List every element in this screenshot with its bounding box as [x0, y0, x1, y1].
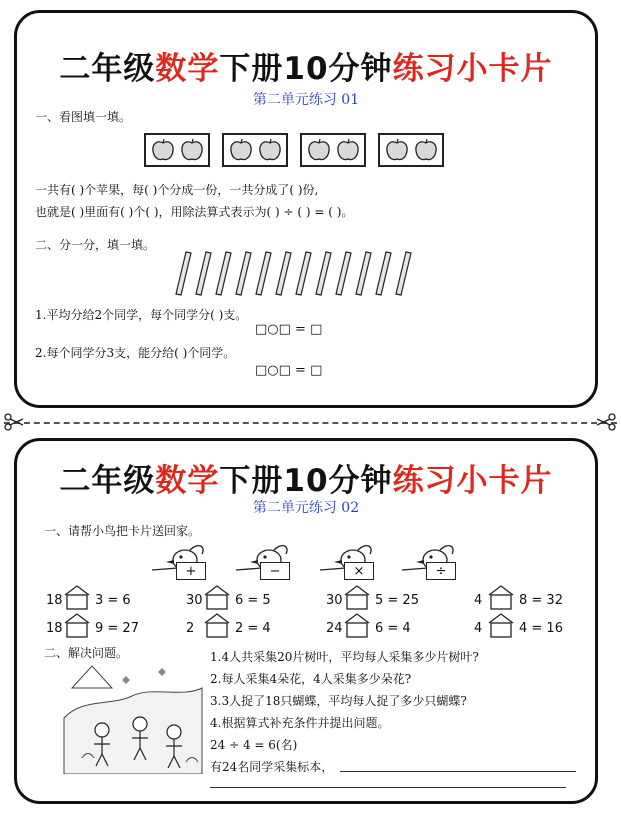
house-icon[interactable]	[204, 584, 230, 610]
card1-q1-line2: 也就是( )里面有( )个( )，用除法算式表示为( ) ÷ ( ) = ( )。	[35, 205, 354, 219]
equation-right: 9 = 27	[95, 621, 139, 636]
apple-group	[378, 133, 444, 167]
apple-icon	[413, 137, 439, 163]
problem-3: 3.3人捉了18只蝴蝶，平均每人捉了多少只蝴蝶?	[210, 694, 467, 708]
cut-line	[4, 422, 617, 424]
problem-2: 2.每人采集4朵花，4人采集多少朵花?	[210, 672, 412, 686]
apple-icon	[150, 137, 176, 163]
card1-subtitle: 第二单元练习 01	[252, 92, 360, 108]
equation-right: 8 = 32	[519, 593, 563, 608]
house-icon[interactable]	[344, 584, 370, 610]
equation-right: 6 = 4	[375, 621, 411, 636]
equation-right: 2 = 4	[235, 621, 271, 636]
equation-left: 4	[474, 621, 483, 636]
house-icon[interactable]	[204, 612, 230, 638]
problem-4-equation: 24 ÷ 4 = 6(名)	[210, 738, 298, 752]
answer-line[interactable]	[340, 771, 576, 772]
equation-left: 30	[326, 593, 343, 608]
card1-box-equation-2: □○□ = □	[255, 363, 323, 378]
card1-q1-line1: 一共有( )个苹果，每( )个分成一份，一共分成了( )份,	[35, 183, 319, 197]
card1-title: 二年级数学下册10分钟练习小卡片	[59, 51, 553, 87]
apple-icon	[335, 137, 361, 163]
apple-group	[300, 133, 366, 167]
apple-group	[222, 133, 288, 167]
apple-icon	[228, 137, 254, 163]
scissors-icon	[4, 412, 24, 432]
equation-right: 4 = 16	[519, 621, 563, 636]
house-icon[interactable]	[64, 584, 90, 610]
house-icon[interactable]	[344, 612, 370, 638]
equation-right: 3 = 6	[95, 593, 131, 608]
house-icon[interactable]	[64, 612, 90, 638]
equation-right: 5 = 25	[375, 593, 419, 608]
problem-1: 1.4人共采集20片树叶，平均每人采集多少片树叶?	[210, 650, 479, 664]
card2-q2-heading: 二、解决问题。	[44, 646, 129, 660]
card1-q2-heading: 二、分一分，填一填。	[35, 238, 156, 252]
equation-left: 4	[474, 593, 483, 608]
pencil-sticks	[172, 250, 412, 296]
apple-group	[144, 133, 210, 167]
equation-left: 30	[186, 593, 203, 608]
house-icon[interactable]	[488, 612, 514, 638]
card1-q2-item1: 1.平均分给2个同学，每个同学分( )支。	[35, 308, 248, 322]
operator-card-divide[interactable]: ÷	[426, 562, 456, 580]
card1-q1-heading: 一、看图填一填。	[35, 110, 132, 124]
operator-card-plus[interactable]: +	[176, 562, 206, 580]
apple-icon	[306, 137, 332, 163]
scissors-icon	[596, 412, 616, 432]
apple-icon	[179, 137, 205, 163]
card2-subtitle: 第二单元练习 02	[252, 500, 360, 516]
children-outdoor-scene-illustration	[62, 658, 204, 774]
problem-4-condition: 有24名同学采集标本，	[210, 760, 334, 774]
operator-card-minus[interactable]: −	[260, 562, 290, 580]
card1-box-equation-1: □○□ = □	[255, 322, 323, 337]
equation-left: 24	[326, 621, 343, 636]
card2-title: 二年级数学下册10分钟练习小卡片	[59, 463, 553, 499]
house-icon[interactable]	[488, 584, 514, 610]
card2-q1-heading: 一、请帮小鸟把卡片送回家。	[44, 524, 201, 538]
operator-card-times[interactable]: ×	[344, 562, 374, 580]
apple-icon	[257, 137, 283, 163]
card1-q2-item2: 2.每个同学分3支，能分给( )个同学。	[35, 346, 236, 360]
equation-left: 18	[46, 621, 63, 636]
problem-4: 4.根据算式补充条件并提出问题。	[210, 716, 390, 730]
equation-left: 2	[186, 621, 195, 636]
equation-left: 18	[46, 593, 63, 608]
equation-right: 6 = 5	[235, 593, 271, 608]
answer-line[interactable]	[210, 787, 566, 788]
apple-icon	[384, 137, 410, 163]
